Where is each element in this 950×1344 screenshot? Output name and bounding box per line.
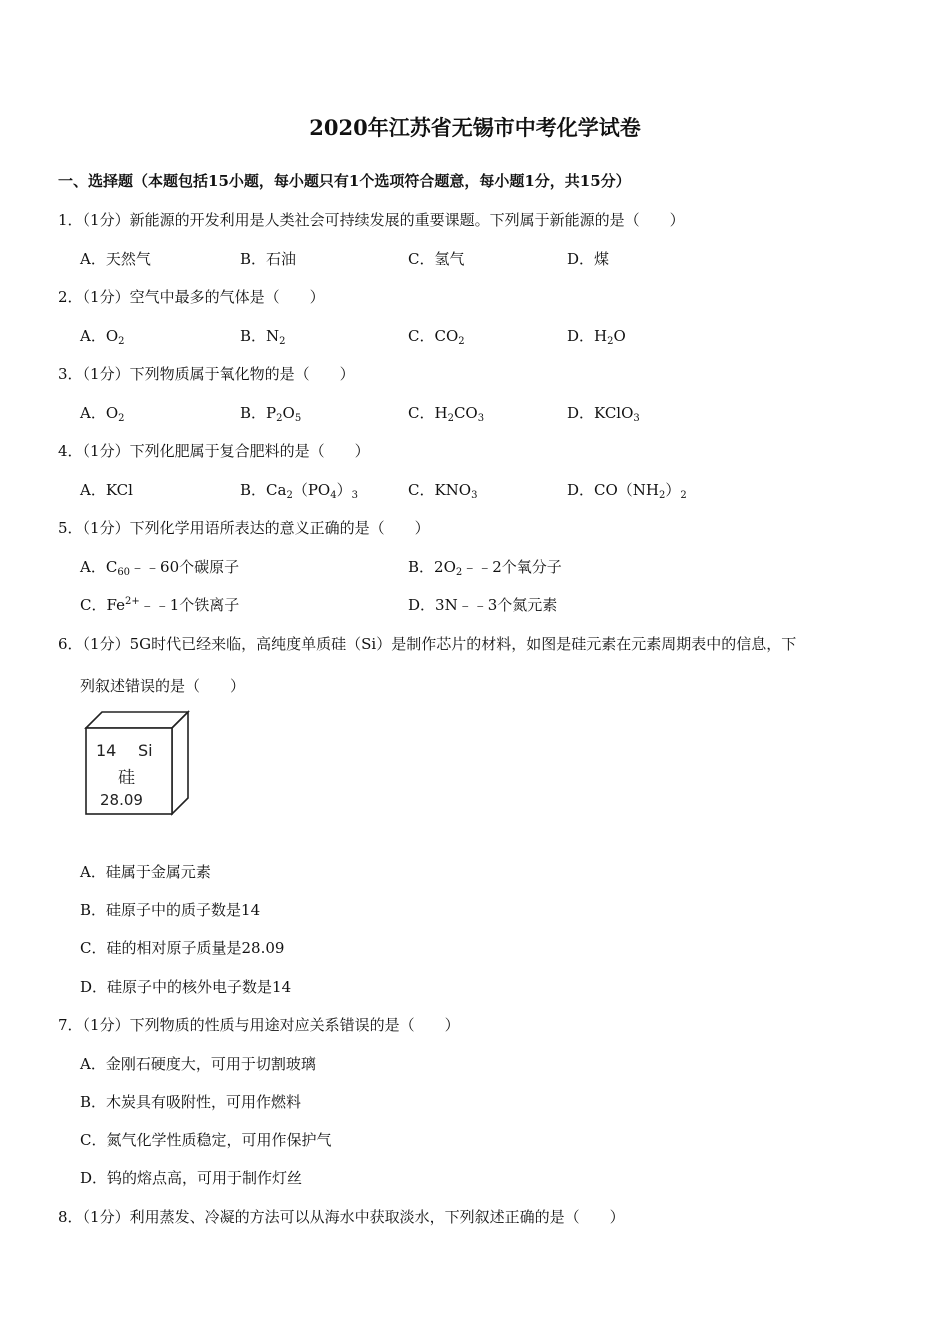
- element-name: 硅: [118, 768, 135, 788]
- question-2-stem: 2．（1分）空气中最多的气体是（ ）: [58, 288, 325, 306]
- question-1-option-d: D．煤: [567, 250, 610, 268]
- question-4-option-a: A．KCl: [80, 481, 133, 499]
- element-atomic-number: 14: [96, 741, 117, 760]
- question-5-stem: 5．（1分）下列化学用语所表达的意义正确的是（ ）: [58, 519, 430, 537]
- element-atomic-mass: 28.09: [100, 791, 143, 809]
- question-5-option-c: C．$Fe^{2+}﹣﹣1$个铁离子: [80, 596, 240, 614]
- question-7-option-b: B．木炭具有吸附性，可用作燃料: [80, 1093, 302, 1111]
- question-3-stem: 3．（1分）下列物质属于氧化物的是（ ）: [58, 365, 355, 383]
- question-1-option-b: B．石油: [240, 250, 297, 268]
- question-6-stem-continued: 列叙述错误的是（ ）: [80, 677, 246, 695]
- question-3-option-c: C．$H_2CO_3$: [408, 404, 485, 424]
- question-4-stem: 4．（1分）下列化肥属于复合肥料的是（ ）: [58, 442, 370, 460]
- page-title: 2020年江苏省无锡市中考化学试卷: [309, 115, 641, 140]
- question-5-option-b: B．$2O_2﹣﹣2$个氧分子: [408, 558, 562, 578]
- question-8-stem: 8．（1分）利用蒸发、冷凝的方法可以从海水中获取淡水，下列叙述正确的是（ ）: [58, 1208, 625, 1226]
- question-2-option-a: A．$O_2$: [80, 327, 125, 347]
- question-6-stem: 6．（1分）5G时代已经来临，高纯度单质硅（Si）是制作芯片的材料，如图是硅元素在元素周期表中的信息，下: [58, 635, 797, 653]
- question-6-option-b: B．硅原子中的质子数是14: [80, 901, 261, 919]
- question-5-option-d: D．3N﹣﹣3个氮元素: [408, 596, 558, 614]
- section-heading: 一、选择题（本题包括15小题，每小题只有1个选项符合题意，每小题1分，共15分）: [58, 172, 631, 190]
- silicon-element-card: [82, 708, 192, 816]
- question-7-option-d: D．钨的熔点高，可用于制作灯丝: [80, 1169, 303, 1187]
- question-7-option-a: A．金刚石硬度大，可用于切割玻璃: [80, 1055, 316, 1073]
- question-2-option-c: C．$CO_2$: [408, 327, 465, 347]
- element-symbol: Si: [138, 741, 153, 760]
- question-1-option-c: C．氢气: [408, 250, 465, 268]
- question-3-option-b: B．$P_2O_5$: [240, 404, 302, 424]
- question-4-option-d: D．$CO(NH_2)_2$: [567, 481, 687, 501]
- element-cube-drawing: [82, 708, 192, 816]
- question-3-option-d: D．KClO$_3$: [567, 404, 640, 424]
- question-5-option-a: A．$C_{60}﹣﹣60$个碳原子: [80, 558, 240, 578]
- question-1-option-a: A．天然气: [80, 250, 151, 268]
- question-6-option-d: D．硅原子中的核外电子数是14: [80, 978, 292, 996]
- question-7-stem: 7．（1分）下列物质的性质与用途对应关系错误的是（ ）: [58, 1016, 460, 1034]
- question-6-option-c: C．硅的相对原子质量是28.09: [80, 939, 285, 957]
- question-4-option-c: C．$KNO_3$: [408, 481, 478, 501]
- question-1-stem: 1．（1分）新能源的开发利用是人类社会可持续发展的重要课题。下列属于新能源的是（ ）: [58, 211, 685, 229]
- question-4-option-b: B．$Ca_2(PO_4)_3$: [240, 481, 358, 501]
- question-3-option-a: A．$O_2$: [80, 404, 125, 424]
- question-6-option-a: A．硅属于金属元素: [80, 863, 211, 881]
- question-7-option-c: C．氮气化学性质稳定，可用作保护气: [80, 1131, 332, 1149]
- question-2-option-b: B．$N_2$: [240, 327, 286, 347]
- question-2-option-d: D．$H_2O$: [567, 327, 626, 347]
